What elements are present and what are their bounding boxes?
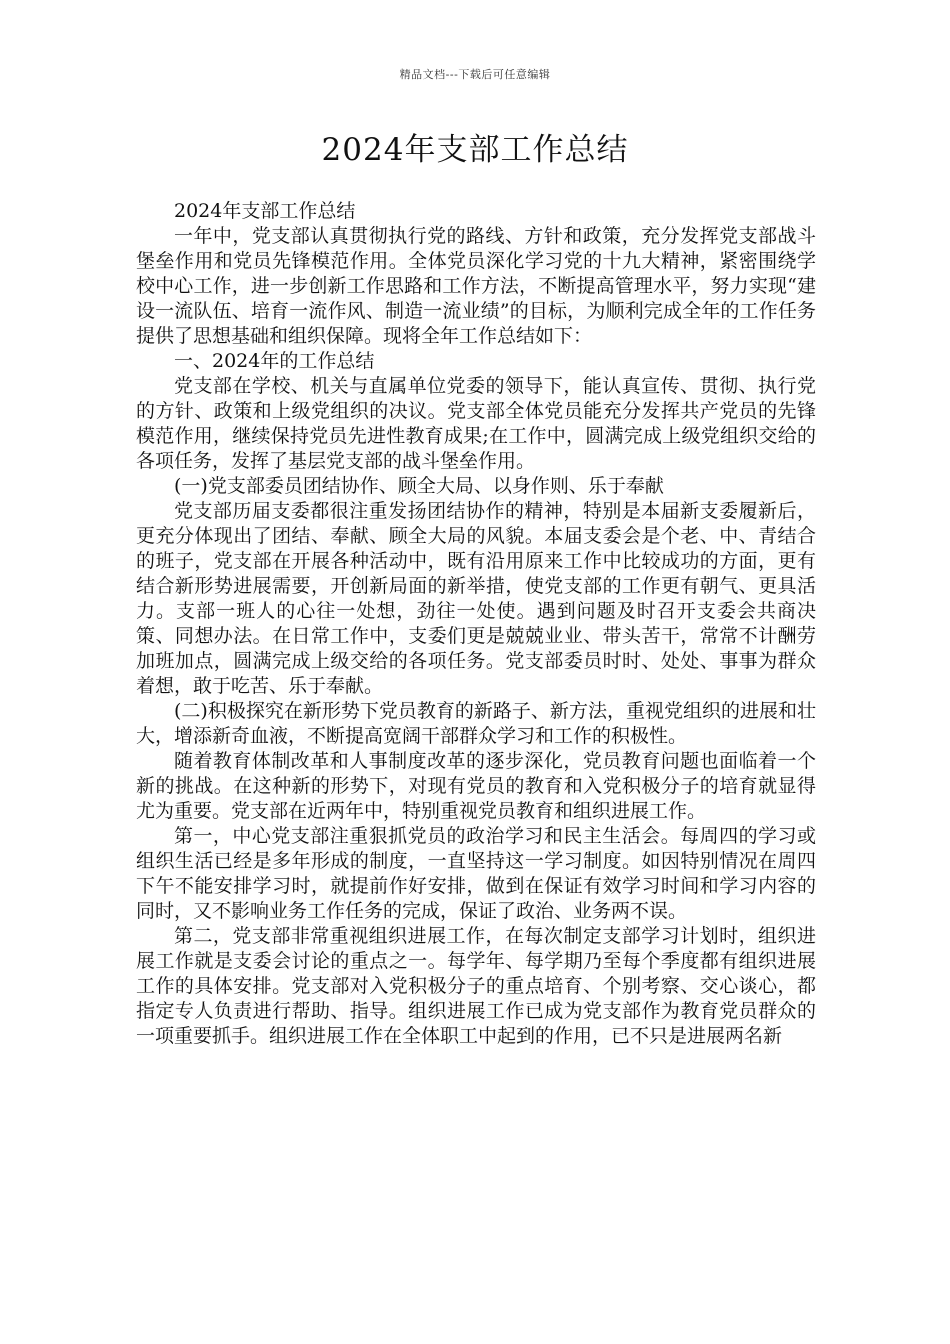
paragraph: 党支部在学校、机关与直属单位党委的领导下，能认真宣传、贯彻、执行党的方针、政策和上级党组织的决议。党支部全体党员能充分发挥共产党员的先锋模范作用，继续保持党员先进性教育成果;在工作中，圆满完成上级党组织交给的各项任务，发挥了基层党支部的战斗堡垒作用。 [136,375,816,472]
subsection-heading-2: (二)积极探究在新形势下党员教育的新路子、新方法，重视党组织的进展和壮大，增添新奇血液，不断提高宽阔干部群众学习和工作的积极性。 [136,700,816,747]
paragraph: 第二，党支部非常重视组织进展工作，在每次制定支部学习计划时，组织进展工作就是支委会讨论的重点之一。每学年、每学期乃至每个季度都有组织进展工作的具体安排。党支部对入党积极分子的重点培育、个别考察、交心谈心，都指定专人负责进行帮助、指导。组织进展工作已成为党支部作为教育党员群众的一项重要抓手。组织进展工作在全体职工中起到的作用，已不只是进展两名新 [136,925,816,1047]
document-body [136,199,816,1049]
paragraph: 党支部历届支委都很注重发扬团结协作的精神，特别是本届新支委履新后，更充分体现出了团结、奉献、顾全大局的风貌。本届支委会是个老、中、青结合的班子，党支部在开展各种活动中，既有沿用原来工作中比较成功的方面，更有结合新形势进展需要，开创新局面的新举措，使党支部的工作更有朝气、更具活力。支部一班人的心往一处想，劲往一处使。遇到问题及时召开支委会共商决策、同想办法。在日常工作中，支委们更是兢兢业业、带头苦干，常常不计酬劳加班加点，圆满完成上级交给的各项任务。党支部委员时时、处处、事事为群众着想，敢于吃苦、乐于奉献。 [136,500,816,697]
paragraph: 第一，中心党支部注重狠抓党员的政治学习和民主生活会。每周四的学习或组织生活已经是多年形成的制度，一直坚持这一学习制度。如因特别情况在周四下午不能安排学习时，就提前作好安排，做到在保证有效学习时间和学习内容的同时，又不影响业务工作任务的完成，保证了政治、业务两不误。 [136,825,816,922]
paragraph-subtitle: 2024年支部工作总结 [174,200,356,222]
header-note: 精品文档---下载后可任意编辑 [399,68,551,81]
subsection-heading-1: (一)党支部委员团结协作、顾全大局、以身作则、乐于奉献 [174,475,664,497]
document-title: 2024年支部工作总结 [321,132,629,168]
section-heading-1: 一、2024年的工作总结 [174,350,375,372]
paragraph: 随着教育体制改革和人事制度改革的逐步深化，党员教育问题也面临着一个新的挑战。在这种新的形势下，对现有党员的教育和入党积极分子的培育就显得尤为重要。党支部在近两年中，特别重视党员教育和组织进展工作。 [136,750,816,822]
paragraph-intro: 一年中，党支部认真贯彻执行党的路线、方针和政策，充分发挥党支部战斗堡垒作用和党员先锋模范作用。全体党员深化学习党的十九大精神，紧密围绕学校中心工作，进一步创新工作思路和工作方法，不断提高管理水平，努力实现“建设一流队伍、培育一流作风、制造一流业绩”的目标，为顺利完成全年的工作任务提供了思想基础和组织保障。现将全年工作总结如下： [136,225,816,347]
